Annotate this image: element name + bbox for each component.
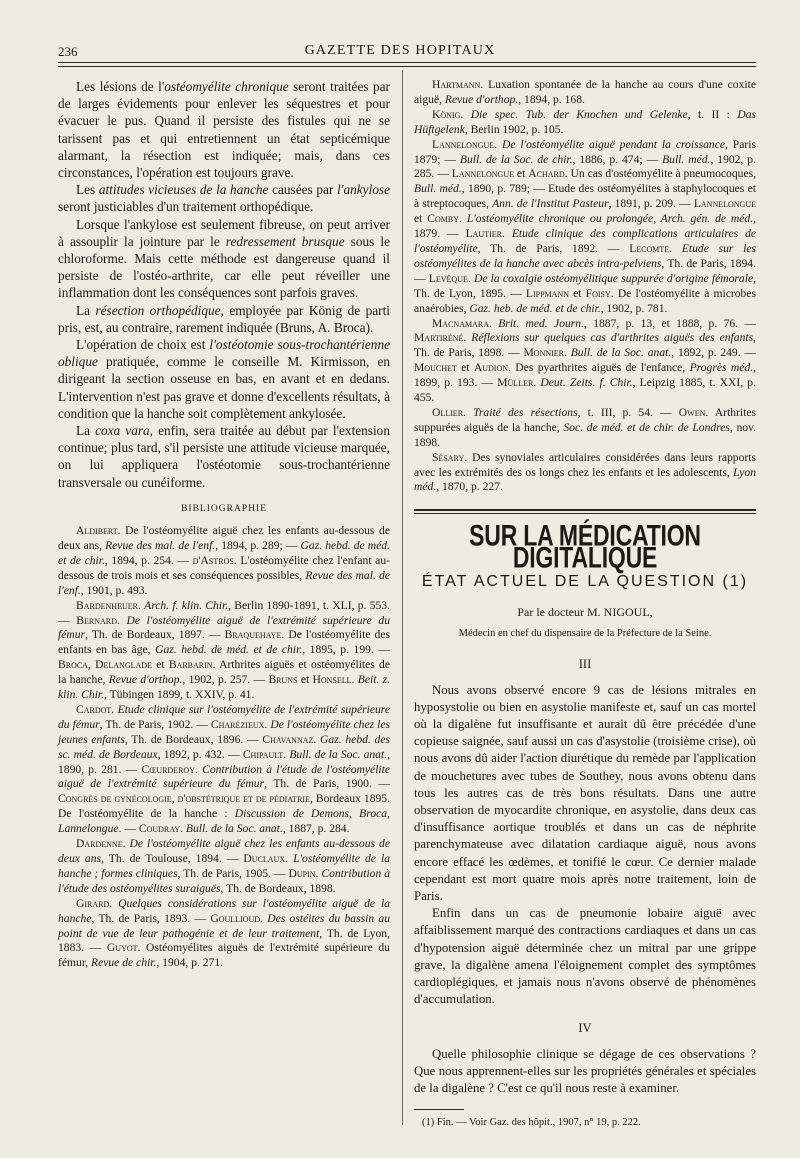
text-run: , Th. de Paris, 1905. —: [177, 866, 289, 880]
author-name: Congrès de gynécologie, d'obstétrique et de pédiatrie: [58, 792, 310, 806]
text-run: , 1901, p. 493.: [80, 583, 148, 597]
article-top-rule-thin: [414, 513, 756, 514]
italic-run: L'ostéomyélite de la hanche ; formes cliniques: [58, 852, 391, 880]
text-run: La: [76, 302, 96, 318]
bibliography-heading: BIBLIOGRAPHIE: [181, 503, 267, 514]
text-run: , Th. de Paris, 1894. —: [414, 256, 756, 285]
author-name: d'Astros: [192, 553, 234, 567]
text-run: , Th. de Paris, 1898. —: [414, 331, 757, 360]
author-name: Broca: [58, 658, 88, 672]
page-number: 236: [58, 44, 78, 59]
italic-run: Traité des résections: [473, 405, 578, 419]
section-3-paragraph-1: Nous avons observé encore 9 cas de lésions mitrales en hyposystolie ou bien en asystolie manifeste et, sauf un cas mortel où la digalène fut insuffisante et aurait dû être précédée d'une copieuse saignée, sauf aussi un cas d'asystolie (troisième crise), où nous avons dû aider l'action diurétique du remède par l'application de mouchetures avec tubes de Southey, nous avons obtenu dans tous les autres cas de très bons résultats. Dans une autre observation de myocardite chronique, en asystolie, dans deux cas d'insuffisance aortique troublés et dans un cas de néphrite parenchymateuse avec dilatation cardiaque aiguë, nous avons encore effacé les œdèmes, et tonifié le cœur. Ce dernier malade cependant est mort quatre mois après notre traitement, loin de Paris.: [414, 682, 756, 904]
text-run: , 1904, p. 271.: [156, 956, 224, 970]
header-rule-top: [58, 62, 756, 63]
text-run: Les: [76, 182, 99, 198]
text-run: , 1892, p. 249. —: [671, 346, 757, 360]
bibliography-entry: [58, 897, 390, 972]
right-column: [414, 78, 756, 1130]
italic-run: Revue des mal. de l'enf.: [105, 538, 216, 552]
text-run: .: [463, 331, 472, 345]
text-run: . De l'ostéomyélite aiguë chez les enfants au-dessous de deux ans,: [58, 524, 390, 552]
text-run: sous le chloroforme. Mais cette méthode est dangereuse quand il persiste de l'ostéo-arthrite, car elle peut réveiller une inflammation dont les conséquences sont parfois graves.: [58, 233, 390, 301]
text-run: . Des synoviales articulaires considérées dans leurs rapports avec les extrémités des os longs chez les enfants et les adolescents,: [414, 450, 756, 479]
bibliography-entry: [414, 317, 756, 406]
italic-run: Das Hüftgelenk: [414, 107, 757, 136]
section-number-3: III: [578, 657, 592, 672]
text-run: , enfin, sera traitée au début par l'extension continue; plus tard, s'il persiste une attitude vicieuse marquée, on lui appliquera l'ostéotomie sous-trochantérienne transversale ou cunéiforme.: [58, 423, 390, 490]
text-run: seront traitées par de larges évidements pour enlever les séquestres et pour évacuer le pus. Quand il persiste des fistules qui ne se tarissent pas et qui entretiennent un état septicémique alarmant, la résection est indiquée; mais, dans ces circonstances, l'opération est toujours grave.: [58, 79, 390, 181]
text-run: , t. III, p. 54. —: [577, 405, 679, 419]
section-4-paragraph-1: Quelle philosophie clinique se dégage de ces observations ? Que nous apprennent-elles sur les propriétés générales et spéciales de la digalène ? C'est ce qu'il nous reste à examiner.: [414, 1046, 756, 1096]
italic-run: Beit. z. klin. Chir.: [58, 673, 391, 702]
text-run: Les lésions de l': [76, 79, 165, 94]
italic-run: Lyon méd.: [414, 465, 756, 494]
author-name: Müller: [497, 376, 534, 390]
text-run: .: [467, 271, 474, 285]
running-title: GAZETTE DES HOPITAUX: [304, 43, 496, 58]
header-rule-bottom: [58, 66, 756, 67]
text-run: , 1899, p. 193. —: [414, 361, 756, 390]
bibliography-entry: [58, 703, 390, 837]
text-run: . L'ostéomyélite chez l'enfant au-dessous de trois mois et ses conséquences possibles,: [58, 553, 390, 582]
text-run: .: [285, 852, 294, 866]
bibliography-entry: [414, 78, 756, 108]
text-run: , Paris 1879; —: [414, 137, 756, 166]
author-name: Bruns: [268, 673, 298, 687]
text-run: .: [501, 227, 512, 241]
paragraph-orthopedic-resection: [58, 302, 390, 336]
text-run: , Berlin 1890-1891, t. XLI, p. 553. —: [58, 598, 390, 627]
italic-run: Contribution à l'étude de l'ostéomyélite aiguë de l'extrémité supérieure du fémur: [58, 762, 390, 791]
text-run: et: [456, 361, 474, 375]
italic-run: Progrès méd.: [689, 361, 754, 375]
italic-run: Revue d'orthop.: [444, 92, 519, 106]
author-name: Aldibert: [76, 524, 118, 538]
italic-run: Brit. med. Journ.: [498, 316, 584, 330]
text-run: et: [513, 167, 529, 181]
column-divider: [402, 70, 403, 1125]
text-run: La: [76, 423, 96, 439]
author-name: Levêque: [428, 271, 468, 285]
text-run: ,: [87, 658, 96, 672]
author-name: Cœurderoy: [141, 762, 195, 776]
text-run: .: [194, 762, 203, 776]
italic-run: ostéomyélite chronique: [164, 79, 289, 94]
italic-run: Gaz. hebd. de méd. et de chir.: [58, 538, 390, 567]
text-run: , 1894, p. 289; —: [215, 538, 301, 552]
author-name: Owen: [678, 405, 706, 419]
text-run: .: [463, 405, 474, 419]
italic-run: Etude clinique des complications articulaires de l'ostéomyélite: [414, 227, 757, 255]
text-run: , 1894, p. 254. —: [104, 553, 193, 567]
text-run: causées par: [268, 182, 337, 198]
text-run: , 1870, p. 227.: [436, 480, 503, 494]
text-run: , 1902, p. 781.: [600, 301, 668, 315]
text-run: , Th. de Lyon, 1895. —: [414, 271, 756, 300]
text-run: , Th. de Paris, 1893. —: [91, 911, 211, 925]
author-name: Hartmann: [432, 78, 481, 91]
author-name: Ollier: [432, 405, 464, 419]
bibliography-right: [414, 78, 756, 495]
author-name: Delanglade: [95, 658, 152, 672]
text-run: .: [494, 137, 502, 151]
italic-run: Arch. f. klin. Chir.: [144, 598, 229, 612]
text-run: , Tübingen 1899, t. XXIV, p. 41.: [104, 688, 255, 702]
text-run: , 1895, p. 199. —: [302, 643, 390, 657]
text-run: et: [151, 658, 169, 672]
author-name: Chavannaz: [262, 732, 314, 746]
italic-run: Revue de chir.: [91, 956, 157, 970]
text-run: , 1887, p. 13, et 1888, p. 76. —: [583, 316, 756, 330]
text-run: , Th. de Paris, 1892. —: [477, 241, 630, 255]
italic-run: Des ostéites du bassin au point de vue de leur pathogénie et de leur traitement: [58, 911, 390, 940]
italic-run: De l'ostéomyélite aiguë pendant la croissance: [502, 137, 725, 151]
author-name: Girard: [76, 896, 110, 910]
text-run: .: [460, 107, 471, 121]
author-name: Lannelongue: [693, 197, 756, 211]
text-run: .: [564, 346, 571, 360]
bibliography-entry: [414, 406, 756, 451]
footnote-rule: [414, 1109, 464, 1110]
text-run: , 1892, p. 432. —: [157, 747, 243, 761]
italic-run: De la coxalgie ostéomyélitique suppurée d'origine fémorale: [473, 271, 754, 285]
author-name: Audion: [473, 361, 509, 375]
paragraph-brusque-redressement: [58, 216, 390, 302]
article-affiliation: Médecin en chef du dispensaire de la Préfecture de la Seine.: [458, 628, 712, 640]
text-run: , 1879. —: [414, 212, 757, 241]
text-run: . De l'ostéomyélite à microbes anaérobies,: [414, 286, 756, 315]
italic-run: Die spec. Tub. der Knochen und Gelenke: [470, 107, 688, 121]
italic-run: Bull. de la Soc. anat.: [185, 822, 283, 836]
italic-run: l'ostéotomie sous-trochantérienne oblique: [58, 337, 390, 370]
italic-run: Revue d'orthop.: [108, 673, 183, 687]
author-name: Dupin: [288, 866, 316, 880]
italic-run: Revue des mal. de l'enf.: [58, 568, 390, 597]
text-run: .: [109, 896, 119, 910]
article-subtitle: ÉTAT ACTUEL DE LA QUESTION (1): [421, 572, 749, 590]
italic-run: redressement brusque: [225, 233, 345, 249]
italic-run: Bull. méd.: [662, 152, 711, 166]
italic-run: attitudes vicieuses de la hanche: [98, 182, 269, 198]
section-3-paragraph-2: Enfin dans un cas de pneumonie lobaire aiguë avec affaiblissement marqué des contractions cardiaques et dans un cas d'hypotension aiguë déterminée chez un mitral par une grippe grave, la digalène amena l'éloignement complet des symptômes cardioplégiques, et jamais nous n'avons observé de phénomènes d'accumulation.: [414, 906, 756, 1007]
author-name: Duclaux: [243, 852, 286, 866]
text-run: . Des pyarthrites aiguës de l'enfance,: [508, 361, 690, 375]
author-name: Lannelongue: [432, 137, 495, 151]
bibliography-entry: [58, 599, 390, 703]
author-name: Braquehaye: [224, 628, 282, 642]
author-name: Lannelongue: [451, 167, 514, 181]
text-run: et: [297, 673, 313, 687]
text-run: , Bordeaux 1895. De l'ostéomyélite de la hanche :: [58, 792, 390, 821]
text-run: . —: [118, 822, 139, 836]
italic-run: L'ostéomyélite chronique ou prolongée, Arch. gén. de méd.: [466, 212, 754, 226]
text-run: .: [264, 717, 271, 731]
text-run: . Arthrites aiguës et ostéomyélites de la hanche,: [58, 658, 390, 687]
author-name: Cardot: [76, 702, 112, 716]
italic-run: Quelques considérations sur l'ostéomyélite aiguë de la hanche: [58, 896, 390, 925]
article-author: Par le docteur M. NIGOUL,: [517, 604, 653, 619]
italic-run: De l'ostéomyélite aiguë de l'extrémité supérieure du fémur: [58, 613, 390, 642]
text-run: . Luxation spontanée de la hanche au cours d'une coxite aiguë,: [414, 78, 756, 106]
bibliography-left: [58, 524, 390, 971]
bibliography-entry: [58, 524, 390, 599]
text-run: , employée par König de parti pris, est, au contraire, rarement indiquée (Bruns, A. Broca).: [58, 302, 390, 335]
author-name: Mouchet: [414, 361, 457, 375]
italic-run: résection orthopédique: [95, 302, 221, 318]
italic-run: De l'ostéomyélite chez les jeunes enfants: [58, 717, 391, 746]
text-run: .: [137, 598, 145, 612]
bibliography-entry: [414, 108, 756, 138]
bibliography-entry: [58, 837, 390, 897]
author-name: Goullioud: [210, 911, 261, 925]
text-run: .: [488, 316, 499, 330]
text-run: , Th. de Toulouse, 1894. —: [101, 852, 244, 866]
italic-run: Bull. de la Soc. de chir.: [459, 152, 573, 166]
author-name: Barbarin: [168, 658, 213, 672]
bibliography-entry: [414, 451, 756, 496]
text-run: . Arthrites suppurées aiguës de la hanche,: [414, 405, 757, 434]
italic-run: Bull. de la Soc. anat.: [570, 346, 672, 360]
section-number-4: IV: [578, 1021, 592, 1036]
text-run: .: [111, 702, 118, 716]
text-run: , Leipzig 1885, t. XXI, p. 455.: [414, 376, 756, 405]
author-name: Guyot: [106, 941, 138, 955]
author-name: Chipault: [242, 747, 284, 761]
italic-run: Ann. de l'Institut Pasteur: [492, 197, 609, 211]
text-run: , Th. de Lyon, 1883. —: [58, 926, 390, 955]
text-run: .: [533, 376, 541, 390]
text-run: , 1891, p. 209. —: [608, 197, 694, 211]
text-run: .: [116, 613, 127, 627]
bibliography-entry: [414, 138, 756, 317]
paragraph-chronic-osteomyelitis: [58, 78, 390, 181]
text-run: Lorsque l'ankylose est seulement fibreuse, on peut arriver à assouplir la jointure par le: [58, 216, 390, 249]
author-name: König: [432, 107, 461, 121]
author-name: Bernard: [76, 613, 117, 627]
italic-run: Réflexions sur quelques cas d'arthrites aiguës des enfants: [471, 331, 754, 345]
author-name: Sésary: [432, 450, 465, 464]
author-name: Coudray: [138, 822, 181, 836]
article-title: SUR LA MÉDICATION DIGITALIQUE: [469, 518, 701, 575]
author-name: Martiréné: [414, 331, 464, 345]
italic-run: l'ankylose: [336, 182, 390, 198]
author-name: Dardenne: [76, 837, 123, 851]
text-run: , 1894, p. 168.: [518, 92, 585, 106]
text-run: , t. II :: [687, 107, 738, 121]
paragraph-coxa-vara: [58, 422, 390, 491]
italic-run: Etude clinique sur l'ostéomyélite de l'extrémité supérieure du fémur: [58, 702, 390, 731]
italic-run: Contribution à l'étude des ostéomyélites suraiguës: [58, 866, 390, 895]
text-run: , Th. de Bordeaux, 1898.: [220, 881, 336, 895]
author-name: Macnamara: [432, 316, 489, 330]
text-run: , Th. de Paris, 1900. —: [264, 777, 390, 791]
author-name: Comby: [427, 212, 460, 226]
italic-run: Gaz. hebd. de méd. et de chir.: [155, 643, 303, 657]
text-run: .: [313, 732, 321, 746]
text-run: , nov. 1898.: [414, 420, 757, 449]
text-run: , Th. de Paris, 1902. —: [99, 717, 211, 731]
italic-run: Gaz. hebd. des sc. méd. de Bordeaux: [58, 732, 391, 761]
text-run: , 1902, p. 285. —: [414, 152, 756, 181]
text-run: , 1902, p. 257. —: [182, 673, 269, 687]
author-name: Bardenheuer: [76, 598, 138, 612]
text-run: .: [122, 837, 130, 851]
text-run: .: [351, 673, 358, 687]
text-run: .: [669, 241, 682, 255]
author-name: Honsell: [312, 673, 352, 687]
text-run: .: [260, 911, 268, 925]
author-name: Charézieux: [210, 717, 265, 731]
italic-run: Etude sur les ostéomyélites de la hanche avec abcès intra-pelviens: [414, 241, 756, 270]
italic-run: Gaz. heb. de méd. et de chir.: [469, 301, 601, 315]
paragraph-osteotomy: [58, 336, 390, 422]
text-run: seront justiciables d'un traitement orthopédique.: [58, 199, 314, 215]
text-run: . Ostéomyélites aiguës de l'extrémité supérieure du fémur,: [58, 941, 390, 970]
italic-run: coxa vara: [95, 423, 150, 439]
italic-run: Soc. de méd. et de chir. de Londres: [563, 420, 730, 434]
text-run: , Th. de Bordeaux, 1896. —: [124, 732, 263, 746]
italic-run: Discussion de Demons, Broca, Lannelongue: [58, 807, 390, 836]
italic-run: Bull. de la Soc. anat.: [289, 747, 388, 761]
text-run: . De l'ostéomyélite des enfants en bas âge,: [58, 628, 391, 657]
text-run: . Un cas d'ostéomyélite à pneumocoques,: [564, 167, 756, 181]
text-run: , 1890, p. 281. —: [58, 747, 390, 776]
italic-run: Deut. Zeits. f. Chir.: [540, 376, 633, 390]
author-name: Lecomte: [629, 241, 670, 255]
text-run: , 1887, p. 284.: [282, 822, 350, 836]
text-run: , 1886, p. 474; —: [572, 152, 663, 166]
text-run: , Th. de Bordeaux, 1897. —: [85, 628, 225, 642]
text-run: , Berlin 1902, p. 105.: [464, 122, 564, 136]
footnote: (1) Fin. — Voir Gaz. des hôpit., 1907, n° 19, p. 222.: [422, 1117, 641, 1129]
text-run: .: [180, 822, 186, 836]
article-top-rule-thick: [414, 509, 756, 511]
author-name: Monnier: [523, 346, 565, 360]
text-run: et: [568, 286, 586, 300]
text-run: et: [414, 212, 428, 226]
text-run: .: [283, 747, 290, 761]
text-run: L'opération de choix est: [76, 337, 210, 353]
left-column: [58, 78, 390, 971]
author-name: Foisy: [585, 286, 611, 300]
text-run: .: [315, 866, 322, 880]
author-name: Achard: [528, 167, 565, 181]
author-name: Lippmann: [525, 286, 569, 300]
text-run: , 1890, p. 789; — Etude des ostéomyélites à staphylocoques et à streptocoques,: [414, 182, 756, 211]
paragraph-vicious-attitudes: [58, 181, 390, 215]
italic-run: Bull. méd.: [414, 182, 462, 196]
italic-run: De l'ostéomyélite aiguë chez les enfants au-dessous de deux ans: [58, 837, 391, 866]
text-run: .: [459, 212, 467, 226]
author-name: Lautier: [465, 227, 502, 241]
text-run: pratiquée, comme le conseille M. Kirmisson, en dirigeant la section osseuse en bas, en avant et en dedans. L'intervention n'est pas grave et donne d'excellents résultats, à condition que la hanche soit complètement ankylosée.: [58, 354, 390, 421]
